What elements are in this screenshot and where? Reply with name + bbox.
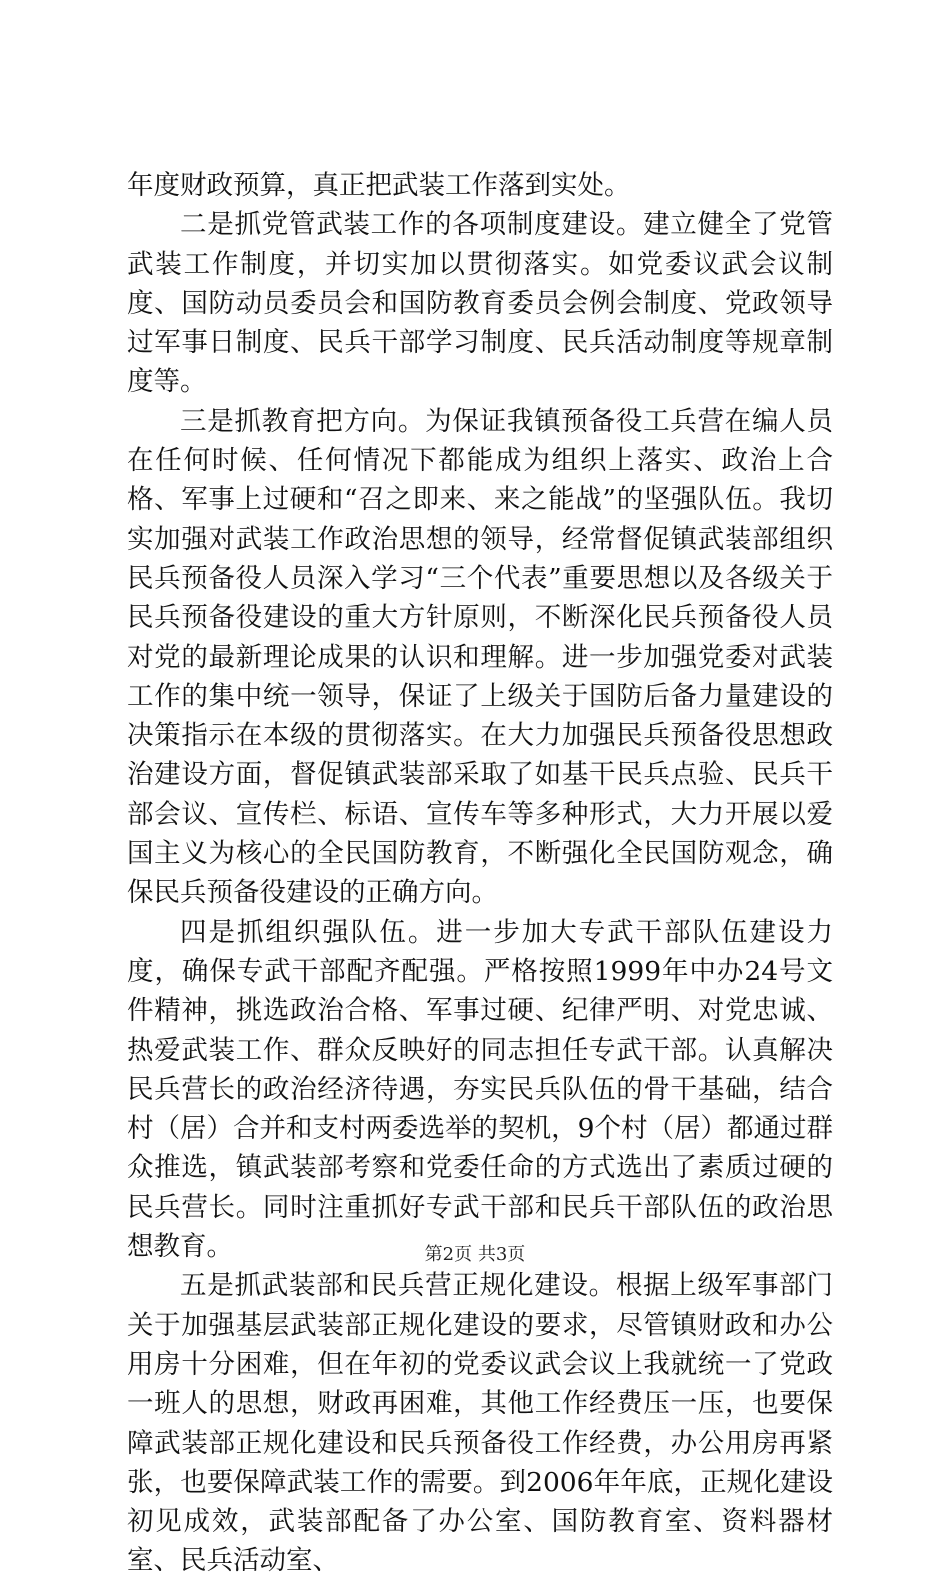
- paragraph-item-5: 五是抓武装部和民兵营正规化建设。根据上级军事部门关于加强基层武装部正规化建设的要求，尽管镇财政和办公用房十分困难，但在年初的党委议武会议上我就统一了党政一班人的思想，财政再困难，其他工作经费压一压，也要保障武装部正规化建设和民兵预备役工作经费，办公用房再紧张，也要保障武装工作的需要。到2006年年底，正规化建设初见成效，武装部配备了办公室、国防教育室、资料器材室、民兵活动室、: [127, 1270, 833, 1577]
- paragraph-item-4: 四是抓组织强队伍。进一步加大专武干部队伍建设力度，确保专武干部配齐配强。严格按照1999年中办24号文件精神，挑选政治合格、军事过硬、纪律严明、对党忠诚、热爱武装工作、群众反映好的同志担任专武干部。认真解决民兵营长的政治经济待遇，夯实民兵队伍的骨干基础，结合村（居）合并和支村两委选举的契机，9个村（居）都通过群众推选，镇武装部考察和党委任命的方式选出了素质过硬的民兵营长。同时注重抓好专武干部和民兵干部队伍的政治思想教育。: [127, 916, 833, 1263]
- paragraph-continuation: 年度财政预算，真正把武装工作落到实处。: [127, 170, 631, 201]
- document-body: [127, 166, 833, 1581]
- paragraph-item-2: 二是抓党管武装工作的各项制度建设。建立健全了党管武装工作制度，并切实加以贯彻落实。如党委议武会议制度、国防动员委员会和国防教育委员会例会制度、党政领导过军事日制度、民兵干部学习制度、民兵活动制度等规章制度等。: [127, 209, 833, 398]
- paragraph-item-3: 三是抓教育把方向。为保证我镇预备役工兵营在编人员在任何时候、任何情况下都能成为组织上落实、政治上合格、军事上过硬和“召之即来、来之能战”的坚强队伍。我切实加强对武装工作政治思想的领导，经常督促镇武装部组织民兵预备役人员深入学习“三个代表”重要思想以及各级关于民兵预备役建设的重大方针原则，不断深化民兵预备役人员对党的最新理论成果的认识和理解。进一步加强党委对武装工作的集中统一领导，保证了上级关于国防后备力量建设的决策指示在本级的贯彻落实。在大力加强民兵预备役思想政治建设方面，督促镇武装部采取了如基干民兵点验、民兵干部会议、宣传栏、标语、宣传车等多种形式，大力开展以爱国主义为核心的全民国防教育，不断强化全民国防观念，确保民兵预备役建设的正确方向。: [127, 405, 833, 909]
- page-number: 第2页 共3页: [424, 1244, 526, 1265]
- page-footer: [0, 1243, 950, 1267]
